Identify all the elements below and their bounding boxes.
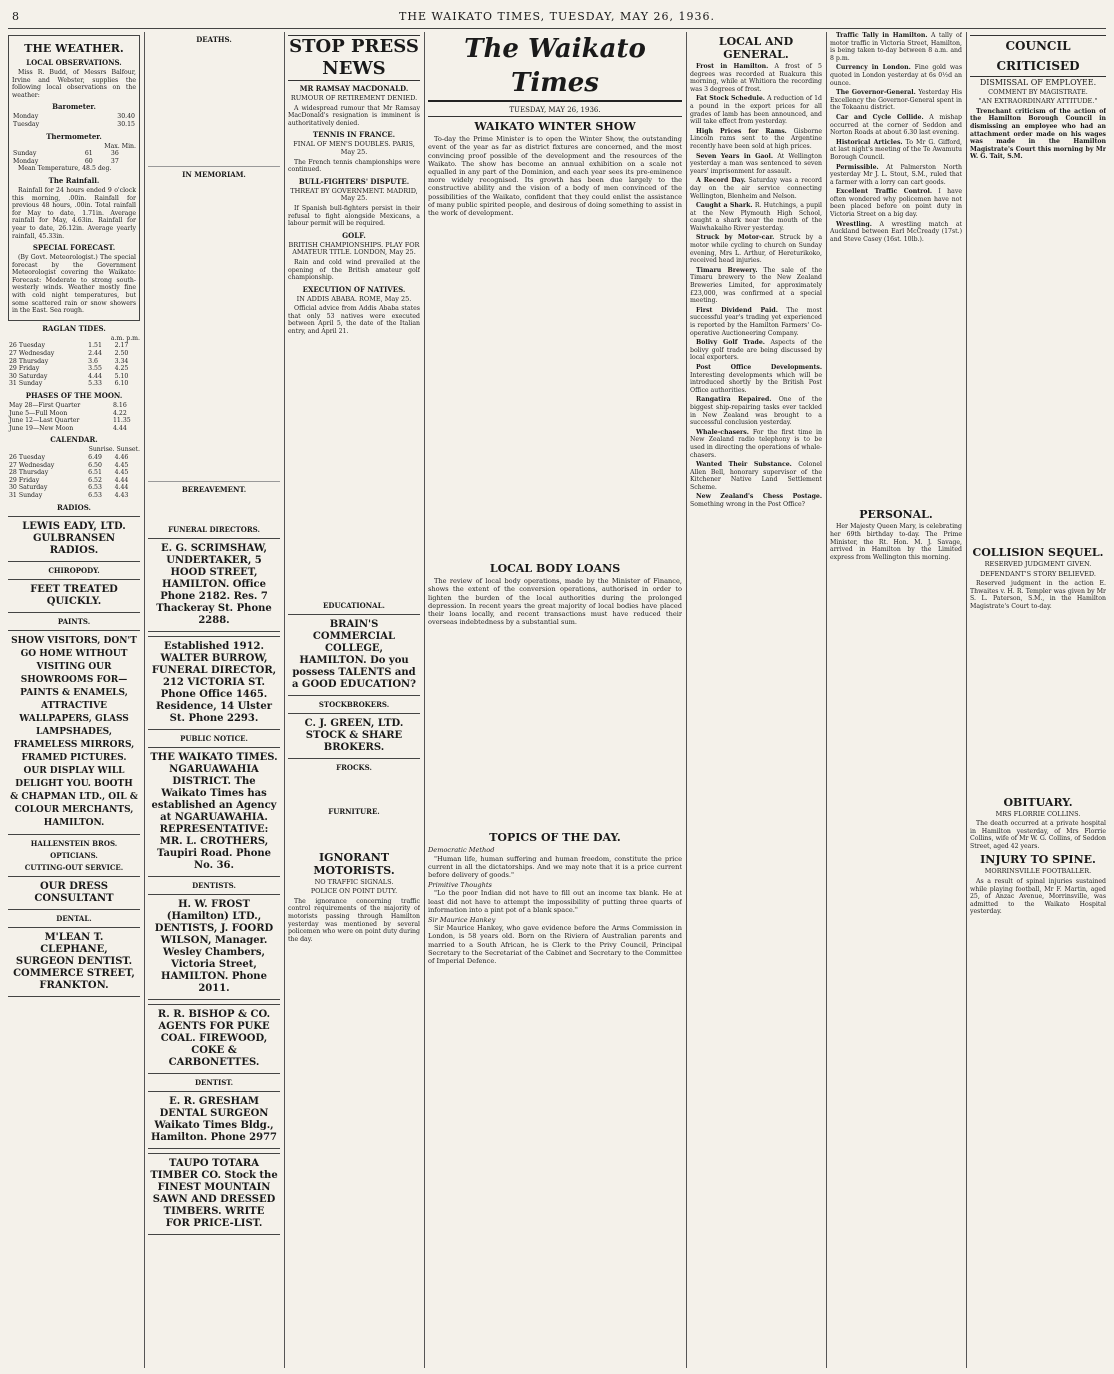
collision-text: Reserved judgment in the action E. Thwaites v. H. R. Templer was given by Mr S. L. Paterson, S.M., in the Hamilton Magistrate's Court to-day. [970, 580, 1106, 610]
ad-text: C. J. GREEN, LTD. STOCK & SHARE BROKERS. [304, 717, 404, 753]
item-text: Something wrong in the Post Office? [690, 501, 805, 509]
news-item [830, 164, 962, 187]
table-cell: Tuesday [13, 120, 40, 128]
table-cell: 30.15 [117, 120, 135, 128]
leader-loans-text: The review of local body operations, made by the Minister of Finance, shows the extent of the conversion operations, authorised in order to lighten the burden of the local authorities during the prolonged depression. In recent years the great majority of local bodies have placed their loans locally, and recent transactions must have reduced their overseas indebtedness by a substantial sum. [428, 577, 682, 627]
topic-text: "Human life, human suffering and human freedom, constitute the price current in all the dictatorships. And we may note that it is a price current before delivery of goods." [428, 854, 682, 880]
item-text: A reduction of 1d a pound in the export prices for all grades of lamb has been announced, and will take effect from yesterday. [690, 95, 822, 126]
cutting-out-title: CUTTING-OUT SERVICE. [24, 862, 124, 872]
table-cell: 6.49 [88, 453, 102, 461]
table-cell: Monday [13, 157, 39, 165]
item-text: For the first time in New Zealand radio telephony is to be used in directing the operations of whale-chasers. [690, 428, 822, 459]
column-rule [144, 32, 145, 1368]
table-row [8, 365, 140, 373]
ad-text: M'LEAN T. CLEPHANE, SURGEON DENTIST. COMMERCE STREET, FRANKTON. [13, 931, 135, 991]
news-item [690, 307, 822, 337]
table-cell: June 5—Full Moon [9, 409, 68, 417]
table-cell: 6.51 [88, 469, 102, 477]
stop-press-item [288, 130, 420, 173]
masthead: The Waikato Times [428, 32, 682, 102]
dentists-title: DENTISTS. [192, 881, 236, 890]
table-cell: 30 Saturday [9, 372, 48, 380]
item-heading: Excellent Traffic Control. [836, 188, 933, 196]
table-cell: 4.45 [114, 469, 129, 477]
news-item [830, 32, 962, 62]
table-cell: 28 Thursday [9, 357, 49, 365]
table-cell: 3.34 [114, 357, 129, 365]
item-heading: Permissible. [836, 163, 879, 171]
table-cell: 4.44 [114, 484, 129, 492]
news-item [690, 202, 822, 232]
table-cell: 30 Saturday [9, 484, 48, 492]
item-heading: Rangatira Repaired. [696, 396, 772, 404]
ad-text: LEWIS EADY, LTD. GULBRANSEN RADIOS. [22, 520, 126, 556]
table-cell: 29 Friday [9, 365, 40, 373]
item-text: Fine gold was quoted in London yesterday at 6s 0½d an ounce. [830, 64, 962, 87]
table-cell: 3.6 [88, 357, 98, 365]
rainfall-title: The Rainfall. [48, 175, 100, 185]
news-item [690, 461, 822, 491]
obituary-text: The death occurred at a private hospital in Hamilton yesterday, of Mrs Florrie Collins, wife of Mr W. G. Collins, of Seddon Street, aged 42 years. [970, 820, 1106, 850]
raglan-tides-title: RAGLAN TIDES. [42, 323, 106, 333]
burrow-ad [148, 636, 280, 730]
table-cell: 4.43 [114, 491, 129, 499]
item-subheading: FINAL OF MEN'S DOUBLES. PARIS, May 25. [293, 140, 415, 156]
council-text: Trenchant criticism of the action of the Hamilton Borough Council in dismissing an employee who had an attachment order made on his wages was made in the Hamilton Magistrate's Court this morning by Mr W. G. Tait, S.M. [970, 107, 1106, 161]
item-heading: Wanted Their Substance. [696, 461, 792, 469]
news-item [690, 177, 822, 200]
deaths-title: DEATHS. [196, 35, 232, 44]
item-heading: TENNIS IN FRANCE. [312, 130, 396, 140]
radios-ad [8, 516, 140, 562]
ad-text: H. W. FROST (Hamilton) LTD., DENTISTS, J. FOORD WILSON, Manager. Wesley Chambers, Victoria Street, HAMILTON. Phone 2011. [154, 899, 274, 994]
item-text: At Wellington yesterday a man was sentenced to seven years' imprisonment for assault. [690, 152, 822, 175]
item-text: Struck by a motor while cycling to church on Sunday evening, Mrs L. Arthur, of Hereturikoko, received head injuries. [690, 234, 822, 265]
opticians-title: OPTICIANS. [50, 850, 98, 860]
news-item [690, 396, 822, 426]
running-title: THE WAIKATO TIMES, TUESDAY, MAY 26, 1936. [399, 10, 715, 23]
deaths-notices [148, 46, 280, 167]
item-text: R. Hutchings, a pupil at the New Plymouth High School, caught a shark near the mouth of the Waiwhakaiho River yesterday. [690, 202, 822, 232]
ad-text: Established 1912. WALTER BURROW, FUNERAL DIRECTOR, 212 VICTORIA ST. Phone Office 1465. Residence, 14 Ulster St. Phone 2293. [151, 641, 277, 724]
educational-title: EDUCATIONAL. [323, 600, 385, 610]
stop-press-title: STOP PRESS NEWS [289, 36, 419, 79]
ad-text: E. R. GRESHAM DENTAL SURGEON Waikato Times Bldg., Hamilton. Phone 2977 [150, 1096, 278, 1143]
table-cell: 31 Sunday [9, 380, 43, 388]
item-text: The most successful year's trading yet experienced is reported by the Hamilton Farmers' Co-operative Auctioneering Company. [690, 306, 822, 337]
table-cell: 28 Thursday [9, 469, 49, 477]
table-cell: June 19—New Moon [9, 424, 74, 432]
column-rule [424, 32, 425, 1368]
public-notice-title: PUBLIC NOTICE. [180, 734, 248, 743]
news-item [690, 364, 822, 394]
chiropody-title: CHIROPODY. [48, 565, 100, 575]
table-row [8, 358, 140, 366]
news-item [830, 114, 962, 137]
stop-press-item [288, 177, 420, 228]
table-cell: 8.16 [112, 402, 127, 409]
table-cell: 6.53 [88, 491, 102, 499]
table-row [8, 402, 140, 410]
ad-text: FEET TREATED QUICKLY. [30, 583, 118, 607]
column-rule [966, 32, 967, 1368]
column-rule [284, 32, 285, 1368]
table-cell: Sunday [13, 150, 37, 158]
stop-press-item [288, 285, 420, 336]
page-header [8, 6, 1106, 29]
item-text: Colonel Allen Bell, honorary supervisor of the Kitchener Native Land Settlement Scheme. [690, 461, 822, 491]
item-heading: Frost in Hamilton. [696, 63, 769, 70]
leader-continued [428, 219, 682, 559]
item-heading: Historical Articles. [836, 138, 903, 146]
table-row [8, 373, 140, 381]
funeral-directors-title: FUNERAL DIRECTORS. [168, 525, 260, 534]
bereavement-title: BEREAVEMENT. [181, 485, 247, 494]
topic-text: "Lo the poor Indian did not have to fill out an income tax blank. He at least did not have to attempt the impossibility of putting three quarts of information into a pint pot of a blank space." [428, 889, 682, 914]
table-cell: 30.40 [117, 113, 135, 121]
table-cell: 61 [84, 150, 93, 158]
topic-heading: Democratic Method [428, 846, 495, 855]
gresham-ad [148, 1091, 280, 1149]
thermometer-head: Max. Min. [104, 142, 136, 150]
item-text: A frost of 5 degrees was recorded at Ruakura this morning, while at Whitiora the recording was 3 degrees of frost. [690, 63, 822, 93]
council-sub: DISMISSAL OF EMPLOYEE. [979, 78, 1097, 87]
barometer-label: Barometer. [52, 102, 96, 112]
dental-title: DENTAL. [56, 913, 92, 923]
item-text: At Palmerston North yesterday Mr J. L. Stout, S.M., ruled that a farmer with a lorry can cart goods. [830, 163, 962, 186]
table-cell: 4.25 [114, 365, 129, 373]
table-cell: 6.53 [88, 484, 102, 492]
table-row [8, 484, 140, 492]
table-cell: 3.55 [88, 365, 102, 373]
totara-ad [148, 1153, 280, 1235]
stop-press-item [288, 231, 420, 282]
item-text: Gisborne Lincoln rams sent to the Argentine recently have been sold at high prices. [690, 127, 822, 150]
item-heading: The Governor-General. [836, 89, 916, 97]
council-continued [970, 163, 1106, 543]
dental-ad [8, 927, 140, 997]
news-item [830, 139, 962, 162]
news-item [690, 339, 822, 362]
table-cell: 37 [110, 157, 119, 165]
news-item [690, 429, 822, 459]
table-cell: 36 [110, 150, 119, 158]
brains-college-ad [288, 614, 420, 696]
table-row [8, 350, 140, 358]
collision-sub2: DEFENDANT'S STORY BELIEVED. [980, 569, 1096, 578]
in-memoriam-title: IN MEMORIAM. [182, 170, 246, 179]
calendar-head: Sunrise. Sunset. [88, 446, 140, 454]
council-sub2: COMMENT BY MAGISTRATE. [988, 87, 1088, 96]
ad-text: BRAIN'S COMMERCIAL COLLEGE, HAMILTON. Do you possess TALENTS and a GOOD EDUCATION? [291, 618, 417, 690]
stop-press-item [288, 84, 420, 127]
table-row [8, 410, 140, 418]
table-row [8, 469, 140, 477]
table-cell: 4.45 [114, 461, 129, 469]
mean-temperature: Mean Temperature, 48.5 deg. [18, 165, 112, 173]
page-number: 8 [12, 10, 19, 23]
item-heading: Seven Years in Gaol. [696, 152, 774, 160]
news-item [690, 95, 822, 125]
leader-loans-title: LOCAL BODY LOANS [489, 562, 621, 576]
thermometer-label: Thermometer. [46, 131, 102, 141]
table-cell: June 12—Last Quarter [9, 417, 80, 425]
item-text: The French tennis championships were continued. [288, 158, 420, 174]
news-item [690, 267, 822, 305]
news-item [830, 221, 962, 244]
item-heading: Caught a Shark. [696, 202, 753, 210]
local-observations-title: LOCAL OBSERVATIONS. [26, 58, 122, 67]
table-row [8, 342, 140, 350]
column-5 [690, 32, 822, 1368]
observations-text: Miss R. Budd, of Messrs Balfour, Irvine and Webster, supplies the following local observations on the weather: [12, 69, 136, 99]
item-heading: Whale-chasers. [696, 428, 749, 436]
table-cell: 6.10 [114, 380, 129, 388]
table-cell: 26 Tuesday [9, 453, 45, 461]
personal-text: Her Majesty Queen Mary, is celebrating her 69th birthday to-day. The Prime Minister, the Rt. Hon. M. J. Savage, arrived in Hamilton by the Limited express from Wellington this morning. [830, 523, 962, 561]
item-heading: Currency in London. [836, 64, 911, 72]
bereavement-notice [148, 496, 280, 522]
table-cell: 2.44 [88, 350, 102, 358]
table-cell: 4.44 [114, 476, 129, 484]
news-item [690, 63, 822, 93]
item-heading: Timaru Brewery. [696, 266, 758, 274]
item-text: Saturday was a record day on the air service connecting Wellington, Blenheim and Nelson. [690, 177, 822, 200]
ad-text: SHOW VISITORS, DON'T GO HOME WITHOUT VISITING OUR SHOWROOMS FOR— PAINTS & ENAMELS, ATTRACTIVE WALLPAPERS, GLASS LAMPSHADES, FRAMELESS MIRRORS, FRAMED PICTURES. OUR DISPLAY WILL DELIGHT YOU. BOOTH & CHAPMAN LTD., OIL & COLOUR MERCHANTS, HAMILTON. [10, 635, 138, 828]
injury-title: INJURY TO SPINE. [980, 853, 1096, 867]
dress-ad [8, 876, 140, 910]
council-quote: "AN EXTRAORDINARY ATTITUDE." [978, 97, 1098, 106]
paints-title: PAINTS. [57, 616, 91, 626]
news-item [830, 64, 962, 87]
item-heading: High Prices for Rams. [696, 127, 787, 135]
item-text: Aspects of the bolivy golf trade are being discussed by local exporters. [690, 339, 822, 362]
leader-loans-continued [428, 628, 682, 828]
stockbrokers-title: STOCKBROKERS. [318, 699, 390, 709]
table-cell: 6.50 [88, 461, 102, 469]
frocks-title: FROCKS. [336, 762, 372, 772]
chiropody-ad [8, 579, 140, 613]
item-heading: Traffic Tally in Hamilton. [836, 32, 928, 39]
thermometer-table [12, 150, 136, 165]
item-heading: Post Office Developments. [696, 363, 822, 371]
item-heading: Car and Cycle Collide. [836, 113, 924, 121]
scrimshaw-ad [148, 538, 280, 632]
weather-title: THE WEATHER. [24, 42, 124, 55]
ad-text: THE WAIKATO TIMES. NGARUAWAHIA DISTRICT. The Waikato Times has established an Agency at NGARUAWAHIA. REPRESENTATIVE: MR. L. CROTHERS, Taupiri Road. Phone No. 36. [150, 752, 278, 871]
moon-table [8, 402, 140, 432]
topic-heading: Primitive Thoughts [428, 881, 492, 890]
table-row [12, 121, 136, 129]
item-heading: A Record Day. [696, 177, 746, 185]
ad-text: E. G. SCRIMSHAW, UNDERTAKER, 5 HOOD STREET, HAMILTON. Office Phone 2182. Res. 7 Thackeray St. Phone 2288. [156, 543, 272, 626]
paints-ad [8, 630, 140, 835]
furniture-ad [288, 818, 420, 848]
item-text: A tally of motor traffic in Victoria Street, Hamilton, is being taken to-day between 8 a.m. and 8 p.m. [830, 32, 962, 62]
item-heading: Bolivy Golf Trade. [696, 339, 765, 347]
table-row [8, 492, 140, 500]
news-item [830, 188, 962, 218]
column-7 [970, 32, 1106, 1368]
table-cell: 27 Wednesday [9, 350, 55, 358]
calendar-title: CALENDAR. [50, 435, 98, 445]
table-cell: 2.50 [114, 350, 129, 358]
item-heading: GOLF. [342, 230, 366, 240]
item-subheading: THREAT BY GOVERNMENT. MADRID, May 25. [290, 186, 418, 203]
local-general-title: LOCAL AND GENERAL. [718, 35, 794, 61]
ignorant-sub: NO TRAFFIC SIGNALS. [314, 877, 394, 886]
column-6 [830, 32, 962, 1368]
leader-winter-show-title: WAIKATO WINTER SHOW [474, 120, 636, 134]
table-row [12, 113, 136, 121]
collision-title: COLLISION SEQUEL. [972, 545, 1104, 559]
obituary-sub: MRS FLORRIE COLLINS. [995, 809, 1081, 818]
ad-text: TAUPO TOTARA TIMBER CO. Stock the FINEST MOUNTAIN SAWN AND DRESSED TIMBERS. WRITE FOR PRICE-LIST. [150, 1158, 278, 1229]
news-item [690, 234, 822, 264]
item-text: Official advice from Addis Ababa states that only 53 natives were executed between April 5, the date of the Italian entry, and April 21. [288, 305, 420, 336]
item-text: If Spanish bull-fighters persist in their refusal to fight alongside Mexicans, a labour permit will be required. [288, 204, 420, 228]
table-cell: 1.51 [88, 342, 102, 350]
collision-sub: RESERVED JUDGMENT GIVEN. [984, 559, 1092, 568]
table-cell: May 28—First Quarter [9, 402, 81, 409]
item-text: To Mr G. Gifford, at last night's meeting of the Te Awamutu Borough Council. [830, 138, 962, 161]
frocks-ad [288, 774, 420, 804]
item-text: A wrestling match at Auckland between Earl McCready (17st.) and Steve Casey (16st. 10lb.). [830, 220, 962, 243]
moon-phases-title: PHASES OF THE MOON. [25, 391, 123, 400]
item-heading: BULL-FIGHTERS' DISPUTE. [298, 176, 410, 186]
column-rule [826, 32, 827, 1368]
topic-heading: Sir Maurice Hankey [428, 916, 496, 925]
item-subheading: IN ADDIS ABABA. ROME, May 25. [296, 294, 412, 303]
injury-text: As a result of spinal injuries sustained while playing football, Mr F. Martin, aged 25, of Anzac Avenue, Morrinsville, was admitted to the Waikato Hospital yesterday. [970, 878, 1106, 916]
item-subheading: RUMOUR OF RETIREMENT DENIED. [290, 94, 418, 102]
item-heading: Wrestling. [836, 220, 872, 228]
item-heading: First Dividend Paid. [696, 306, 778, 314]
weather-box [8, 35, 140, 321]
item-text: One of the biggest ship-repairing tasks ever tackled in New Zealand was brought to a successful conclusion yesterday. [690, 396, 822, 427]
forecast-title: SPECIAL FORECAST. [32, 243, 116, 253]
table-cell: 2.17 [114, 342, 129, 350]
table-row [8, 425, 140, 433]
column-3 [288, 32, 420, 1368]
item-subheading: BRITISH CHAMPIONSHIPS. PLAY FOR AMATEUR TITLE. LONDON, May 25. [288, 240, 420, 257]
item-text: Interesting developments which will be introduced shortly by the British Post Office authorities. [690, 371, 822, 394]
column-2 [148, 32, 280, 1368]
item-heading: New Zealand's Chess Postage. [696, 493, 822, 501]
raglan-head: a.m. p.m. [110, 334, 140, 342]
ignorant-sub2: POLICE ON POINT DUTY. [310, 887, 398, 896]
coal-ad [148, 1004, 280, 1074]
table-cell: 5.33 [88, 380, 102, 388]
item-text: Yesterday His Excellency the Governor-General spent in the Tokaanu district. [830, 89, 962, 112]
obituary-title: OBITUARY. [1003, 795, 1073, 809]
table-cell: 26 Tuesday [9, 342, 45, 350]
item-heading: EXECUTION OF NATIVES. [302, 284, 406, 294]
table-row [8, 417, 140, 425]
hallenstein-title: HALLENSTEIN BROS. [30, 838, 118, 848]
council-criticised-title: COUNCIL CRITICISED [970, 35, 1106, 77]
table-cell: 6.52 [88, 476, 102, 484]
local-news-continued [830, 245, 962, 505]
news-item [830, 89, 962, 112]
radios-title: RADIOS. [57, 502, 91, 512]
table-cell: 4.44 [88, 372, 102, 380]
frost-dentists-ad [148, 894, 280, 1000]
table-cell: 4.44 [112, 424, 127, 432]
memoriam-notices [148, 181, 280, 482]
dentist-title: DENTIST. [194, 1078, 234, 1087]
item-text: A mishap occurred at the corner of Seddon and Norton Roads at about 6.30 last evening. [830, 113, 962, 137]
waikato-times-agency-ad [148, 747, 280, 877]
table-cell: 29 Friday [9, 476, 40, 484]
column-4 [428, 32, 682, 1368]
item-text: The sale of the Timaru brewery to the New Zealand Breweries Limited, for approximately £23,000, was confirmed at a special meeting. [690, 266, 822, 305]
news-item [690, 128, 822, 151]
raglan-table [8, 342, 140, 388]
column-1 [8, 32, 140, 1368]
item-text: Rain and cold wind prevailed at the opening of the British amateur golf championship. [288, 258, 420, 282]
item-text: A widespread rumour that Mr Ramsay MacDonald's resignation is imminent is authoritatively denied. [288, 104, 420, 127]
table-cell: 4.22 [112, 409, 127, 417]
table-row [8, 462, 140, 470]
rainfall-text: Rainfall for 24 hours ended 9 o'clock this morning, .00in. Rainfall for previous 48 hours, .00in. Total rainfall for May to date, 1.71in. Average rainfall for May, 4.63in. Rainfall for year to date, 26.12in. Average yearly rainfall, 45.33in. [12, 186, 136, 240]
column-rule [686, 32, 687, 1368]
table-row [12, 158, 136, 166]
topic-text: Sir Maurice Hankey, who gave evidence before the Arms Commission in London, is 58 years old. Born on the Riviera of Australian parents and married to a South African, he is Clerk to the Privy Council, Principal Secretary to the Secretariat of the Cabinet and Secretary to the Committee of Imperial Defence. [428, 924, 682, 966]
topics-title: TOPICS OF THE DAY. [489, 831, 621, 845]
ad-text: R. R. BISHOP & CO. AGENTS FOR PUKE COAL. FIREWOOD, COKE & CARBONETTES. [157, 1009, 271, 1068]
table-cell: Monday [13, 113, 39, 121]
stop-press-space [288, 338, 420, 598]
green-stockbroker-ad [288, 713, 420, 759]
barometer-table [12, 113, 136, 128]
calendar-table [8, 454, 140, 500]
news-item [690, 493, 822, 508]
table-row [12, 150, 136, 158]
table-cell: 60 [84, 157, 93, 165]
injury-sub: MORRINSVILLE FOOTBALLER. [984, 867, 1092, 876]
table-row [8, 380, 140, 388]
forecast-text: (By Govt. Meteorologist.) The special forecast by the Government Meteorologist covering the Waikato: Forecast: Moderate to strong south-westerly winds. Weather mostly fine with cold night temperatures, but some scattered rain or snow showers in the East. Sea rough. [12, 254, 136, 315]
table-cell: 11.35 [112, 417, 131, 425]
dateline: TUESDAY, MAY 26, 1936. [428, 104, 682, 117]
table-row [8, 477, 140, 485]
ignorant-motorists-title: IGNORANT MOTORISTS. [313, 850, 395, 877]
table-cell: 4.46 [114, 453, 129, 461]
table-row [8, 454, 140, 462]
item-heading: Fat Stock Schedule. [696, 95, 765, 103]
table-cell: 5.10 [114, 372, 129, 380]
leader-winter-show-text: To-day the Prime Minister is to open the Winter Show, the outstanding event of the year as far as district fixtures are concerned, and the most convincing proof possible of the development and the resources of the Waikato. The show has become an annual exhibition on a scale not equalled in any part of the Dominion, and each year sees its pre-eminence more widely recognised. Its growth has been due largely to the constructive ability and the vision of a body of men convinced of the possibilities of the Waikato, confident that they could enlist the assistance of many public spirited people, and desirous of doing something to assist in the work of development. [428, 135, 682, 218]
table-cell: 27 Wednesday [9, 461, 55, 469]
item-heading: MR RAMSAY MACDONALD. [299, 84, 409, 93]
item-heading: Struck by Motor-car. [696, 234, 775, 242]
ad-text: OUR DRESS CONSULTANT [34, 880, 114, 904]
ignorant-text: The ignorance concerning traffic control requirements of the majority of motorists passing through Hamilton yesterday was mentioned by several policemen who were on point duty during the day. [288, 897, 420, 943]
item-text: I have often wondered why policemen have not been placed before on point duty in Victoria Street on a big day. [830, 188, 962, 219]
furniture-title: FURNITURE. [328, 806, 380, 816]
personal-title: PERSONAL. [859, 508, 933, 522]
table-cell: 31 Sunday [9, 491, 43, 499]
collision-continued [970, 613, 1106, 793]
news-item [690, 153, 822, 176]
